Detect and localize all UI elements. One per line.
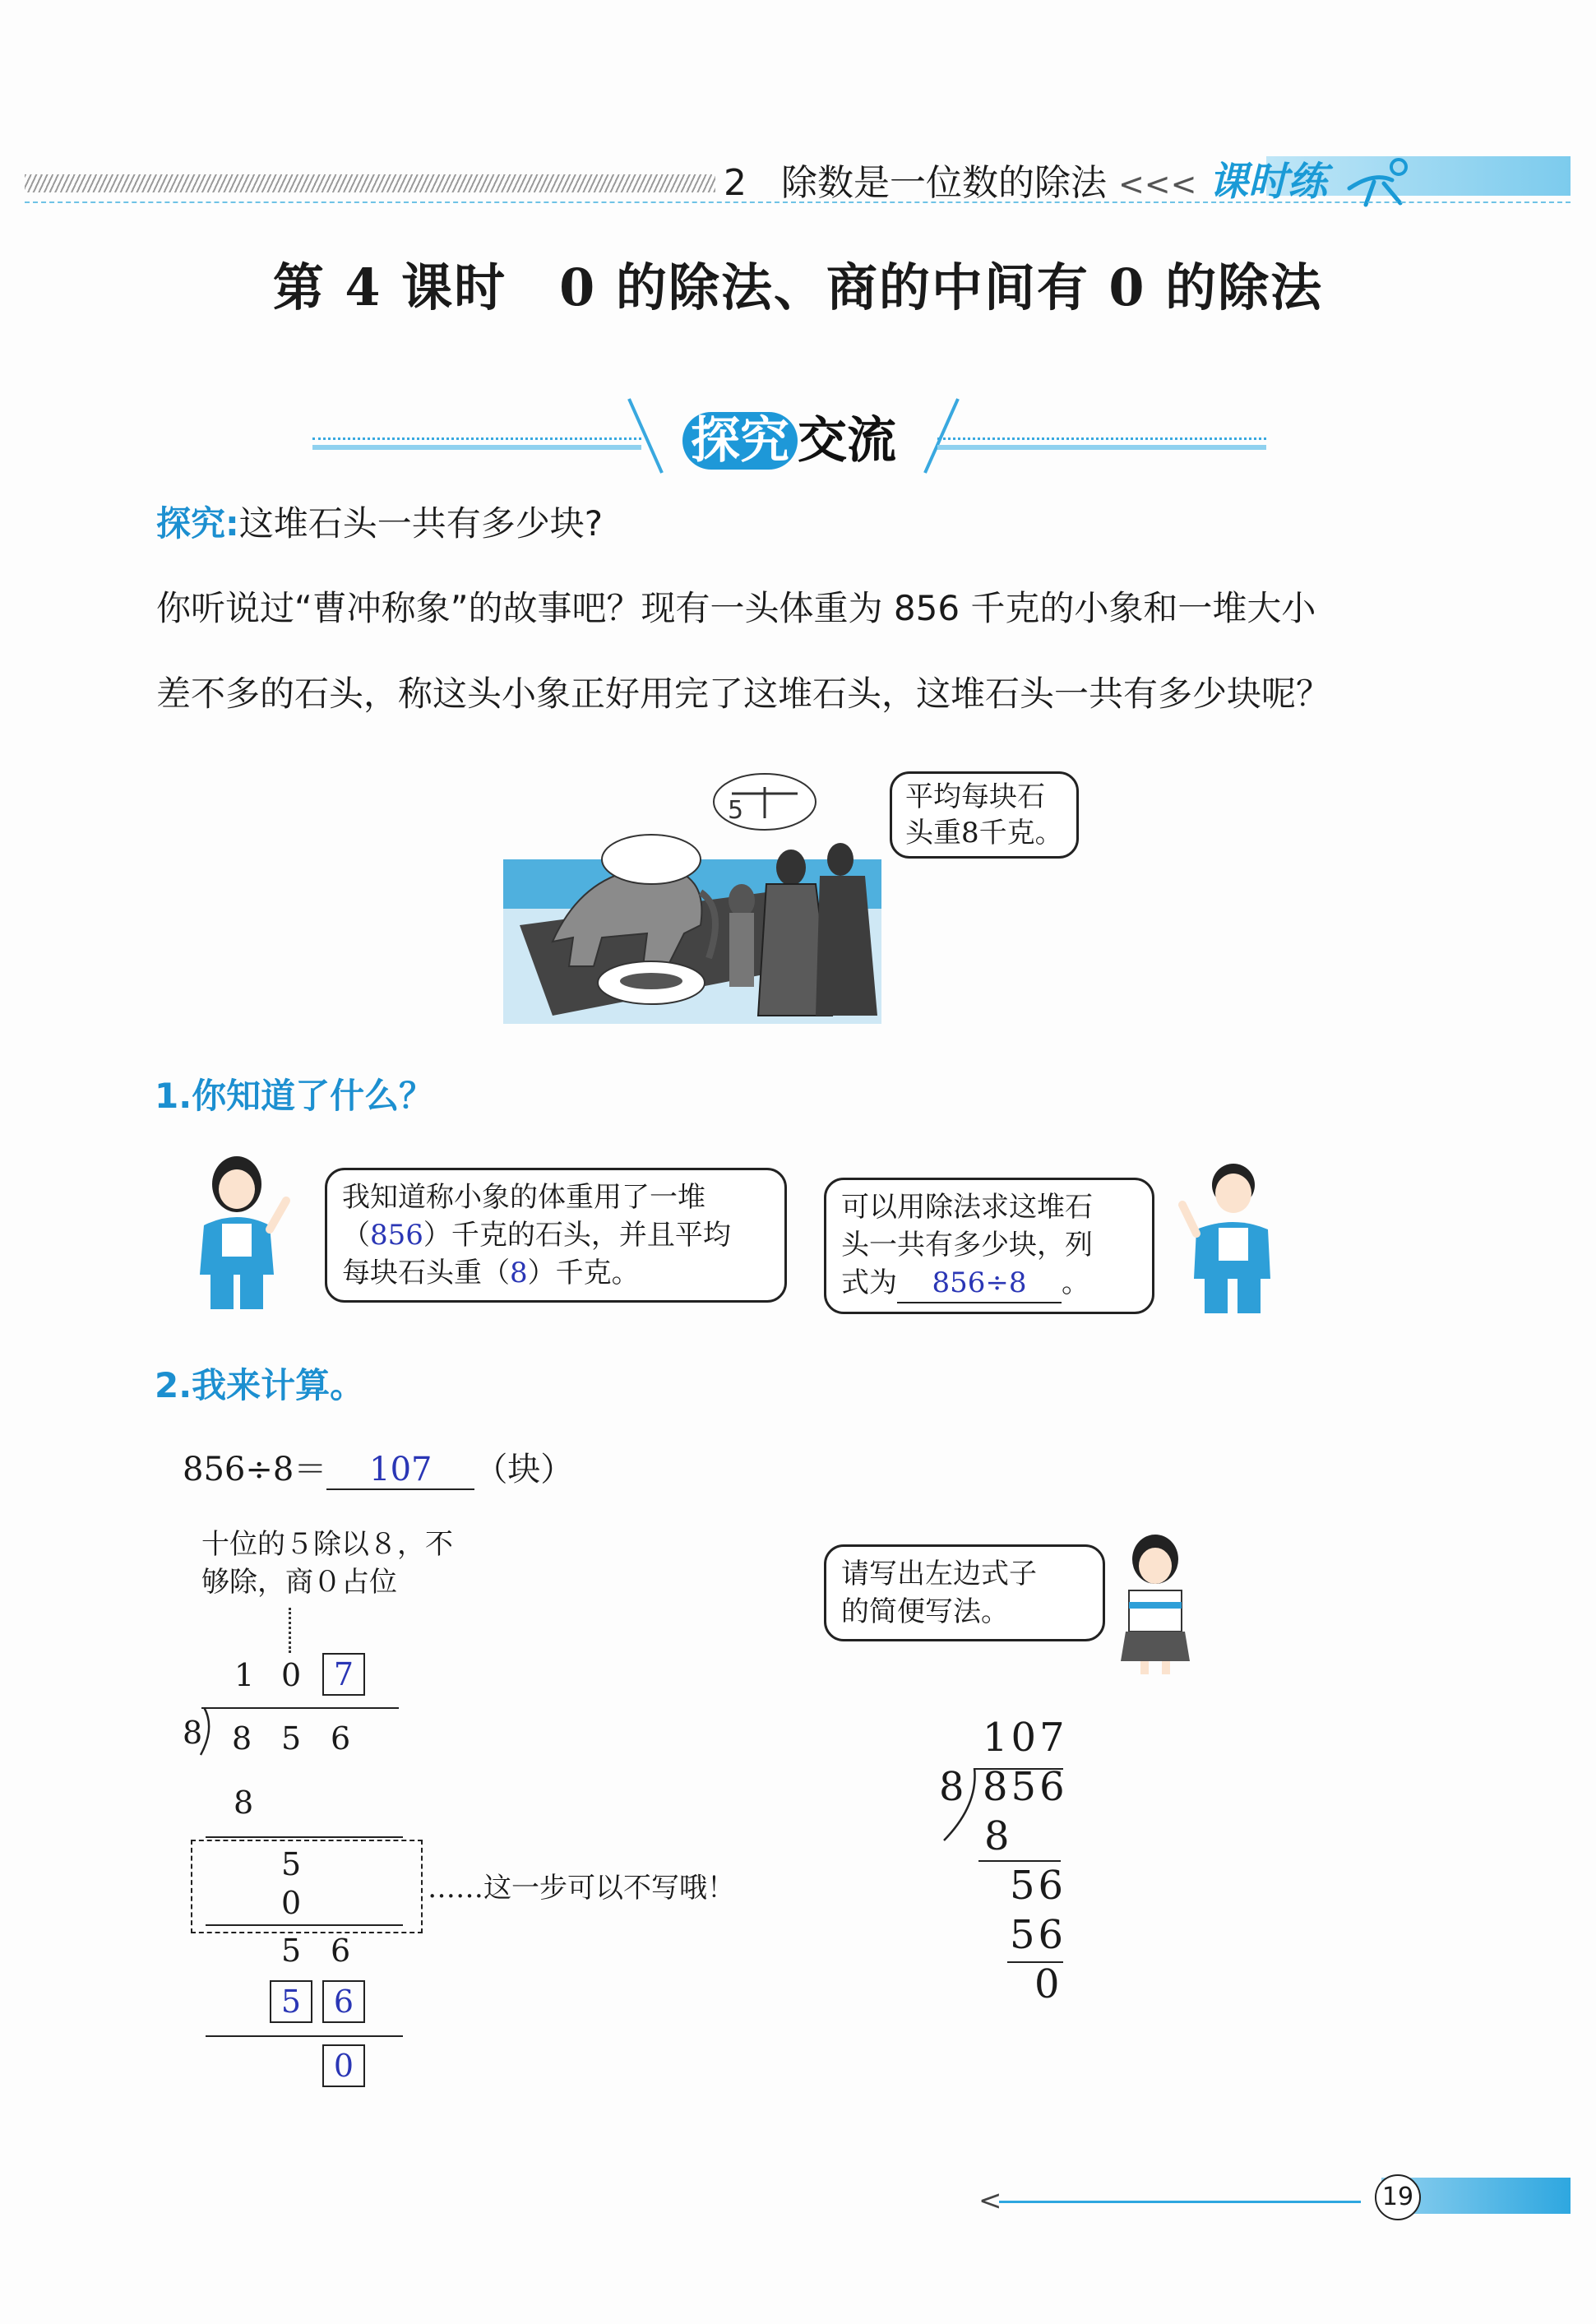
q2-equation-unit: （块） [474, 1451, 574, 1488]
q2-note-line1: 十位的５除以８，不 [201, 1528, 453, 1561]
q1-left-line2: （856）千克的石头，并且平均 [342, 1219, 731, 1252]
short-subtract-1: 8 [984, 1813, 1010, 1859]
short-dividend: 856 [983, 1764, 1068, 1810]
girl-speech-bubble [824, 1544, 1105, 1641]
long-bracket-top [201, 1707, 399, 1709]
section-line-right [937, 437, 1266, 450]
chapter-number: 2 [724, 162, 747, 204]
q1-left-line1: 我知道称小象的体重用了一堆 [342, 1181, 705, 1214]
illustration-bubble-line1: 平均每块石 [905, 780, 1045, 813]
q1-answer-weight: 856 [370, 1219, 423, 1252]
long-line-2 [206, 1924, 403, 1926]
q1-right-line3: 式为 856÷8 。 [841, 1264, 1137, 1303]
q1-title: 1.你知道了什么？ [155, 1076, 434, 1116]
dashed-step-note: ……这一步可以不写哦！ [428, 1872, 735, 1905]
svg-text:5: 5 [728, 796, 744, 825]
story-line-2: 差不多的石头，称这头小象正好用完了这堆石头，这堆石头一共有多少块呢？ [156, 674, 1331, 714]
short-subtract-2: 56 [1010, 1912, 1067, 1958]
section-line-left [312, 437, 641, 450]
long-answer-5-box: 5 [270, 1980, 312, 2023]
q2-note [201, 1525, 453, 1601]
q1-right-bubble [824, 1178, 1154, 1314]
q2-equation-answer: 107 [326, 1451, 474, 1490]
long-line-3 [206, 2035, 403, 2037]
illustration-speech-bubble [890, 771, 1079, 859]
long-dividend-3: 6 [331, 1720, 351, 1757]
explore-question-text: 这堆石头一共有多少块? [238, 503, 604, 544]
brand-logo: 课时练 [1209, 150, 1415, 213]
long-bring-down-6: 6 [331, 1933, 351, 1969]
long-quotient-1: 1 [234, 1657, 255, 1693]
dashed-optional-step [191, 1840, 423, 1933]
long-quotient-2: 0 [281, 1657, 302, 1693]
long-subtract-1: 8 [234, 1785, 254, 1821]
q1-left-bubble [325, 1168, 787, 1303]
q1-answer-expression: 856÷8 [897, 1264, 1062, 1303]
short-line-1 [978, 1860, 1061, 1862]
q1-right-line1: 可以用除法求这堆石 [841, 1191, 1093, 1224]
q2-equation-text: 856÷8＝ [183, 1451, 327, 1488]
long-subtract-0: 0 [281, 1885, 302, 1921]
long-line-1 [206, 1836, 403, 1838]
long-bring-down-5: 5 [281, 1933, 302, 1969]
long-answer-6-box: 6 [322, 1980, 365, 2023]
long-remainder-5: 5 [281, 1846, 302, 1882]
page-number: 19 [1375, 2174, 1421, 2220]
story-line-1: 你听说过“曹冲称象”的故事吧？现有一头体重为 856 千克的小象和一堆大小 [156, 588, 1316, 628]
explore-question [156, 481, 603, 567]
q2-equation [183, 1443, 573, 1490]
explore-label: 探究: [156, 503, 239, 544]
short-remainder: 0 [1034, 1961, 1060, 2007]
section-title-part1: 探究 [682, 412, 798, 470]
header-hatch [25, 174, 715, 192]
long-remainder-box: 0 [322, 2044, 365, 2087]
illustration-bubble-line2: 头重8千克。 [905, 817, 1063, 850]
short-bring-down: 56 [1010, 1863, 1067, 1909]
note-pointer [289, 1608, 291, 1653]
runner-icon [1341, 155, 1415, 213]
long-dividend-1: 8 [232, 1720, 252, 1757]
long-quotient-3-box: 7 [322, 1653, 365, 1696]
boy-figure-right [1176, 1155, 1283, 1316]
section-title-part2: 交流 [798, 412, 896, 470]
q1-left-line3: 每块石头重（8）千克。 [342, 1257, 640, 1289]
chapter-arrows: <<< [1117, 166, 1197, 202]
q1-right-line2: 头一共有多少块，列 [841, 1229, 1093, 1262]
q2-note-line2: 够除，商０占位 [201, 1566, 397, 1599]
long-dividend-2: 5 [281, 1720, 302, 1757]
chapter-title: 除数是一位数的除法 [780, 162, 1107, 204]
footer-arrow-head: < [978, 2184, 1002, 2217]
footer-arrow-line [999, 2201, 1361, 2203]
header-divider [25, 201, 1571, 203]
long-divisor: 8 [183, 1715, 203, 1751]
lesson-title: 第 4 课时 0 的除法、商的中间有 0 的除法 [272, 257, 1324, 317]
short-quotient: 107 [983, 1715, 1068, 1761]
section-slash-right [913, 395, 962, 477]
short-divisor: 8 [939, 1764, 965, 1810]
chapter-heading [724, 153, 1197, 206]
girl-bubble-line1: 请写出左边式子 [841, 1558, 1037, 1590]
section-slash-left [625, 395, 674, 477]
girl-figure-left [187, 1151, 294, 1312]
girl-figure-right [1114, 1531, 1196, 1675]
section-title [682, 401, 896, 472]
q2-title: 2.我来计算。 [155, 1365, 365, 1405]
q1-answer-each: 8 [510, 1257, 528, 1289]
girl-bubble-line2: 的简便写法。 [841, 1595, 1009, 1628]
thought-bubble-scale [707, 769, 830, 835]
